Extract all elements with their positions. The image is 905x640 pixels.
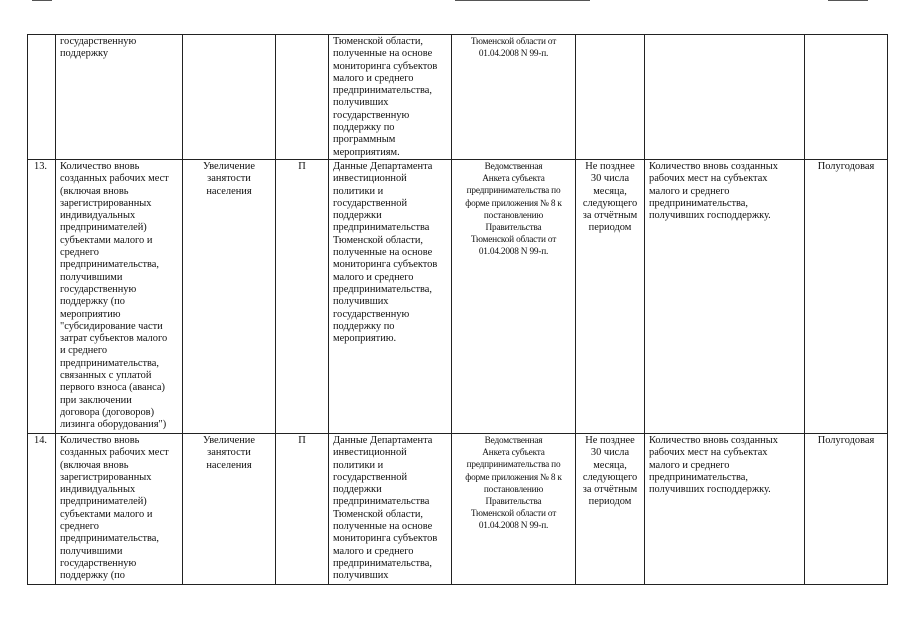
scan-edge-mark-mid [455, 0, 590, 1]
table-row [28, 35, 888, 160]
table-row [28, 160, 888, 434]
period-cell: Полугодовая [805, 160, 888, 434]
unit-cell: П [276, 160, 329, 434]
form-cell: Ведомственная Анкета субъекта предпринимательства по форме приложения № 8 к постановлению Правительства Тюменской области от 01.04.2008 N 99-п. [452, 434, 576, 585]
table-row [28, 434, 888, 585]
method-cell [645, 35, 805, 160]
row-number: 14. [28, 434, 56, 585]
method-cell: Количество вновь созданных рабочих мест на субъектах малого и среднего предпринимательства, получивших господдержку. [645, 160, 805, 434]
indicator-cell: Количество вновь созданных рабочих мест (включая вновь зарегистрированных индивидуальных предпринимателей) субъектами малого и среднего предпринимательства, получившими государственную поддержку (по [56, 434, 183, 585]
indicators-table [27, 34, 888, 585]
indicator-cell: Количество вновь созданных рабочих мест (включая вновь зарегистрированных индивидуальных предпринимателей) субъектами малого и среднего предпринимательства, получившими государственную поддержку (по мероприятию "субсидирование части затрат субъектов малого и среднего предпринимательства, связанных с уплатой первого взноса (аванса) при заключении договора (договоров) лизинга оборудования") [56, 160, 183, 434]
row-number: 13. [28, 160, 56, 434]
form-cell: Ведомственная Анкета субъекта предпринимательства по форме приложения № 8 к постановлению Правительства Тюменской области от 01.04.2008 N 99-п. [452, 160, 576, 434]
form-cell: Тюменской области от 01.04.2008 N 99-п. [452, 35, 576, 160]
unit-cell: П [276, 434, 329, 585]
row-number [28, 35, 56, 160]
deadline-cell: Не позднее 30 числа месяца, следующего за отчётным периодом [576, 434, 645, 585]
indicator-cell: государственную поддержку [56, 35, 183, 160]
scan-edge-mark-right [828, 0, 868, 1]
source-cell: Тюменской области, полученные на основе мониторинга субъектов малого и среднего предпринимательства, получивших государственную поддержку по программным мероприятиям. [329, 35, 452, 160]
period-cell: Полугодовая [805, 434, 888, 585]
goal-cell [183, 35, 276, 160]
goal-cell: Увеличение занятости населения [183, 160, 276, 434]
goal-cell: Увеличение занятости населения [183, 434, 276, 585]
period-cell [805, 35, 888, 160]
scan-edge-mark-left [32, 0, 52, 1]
deadline-cell: Не позднее 30 числа месяца, следующего за отчётным периодом [576, 160, 645, 434]
method-cell: Количество вновь созданных рабочих мест на субъектах малого и среднего предпринимательства, получивших господдержку. [645, 434, 805, 585]
source-cell: Данные Департамента инвестиционной политики и государственной поддержки предпринимательства Тюменской области, полученные на основе мониторинга субъектов малого и среднего предпринимательства, получивших государственную поддержку по мероприятию. [329, 160, 452, 434]
unit-cell [276, 35, 329, 160]
deadline-cell [576, 35, 645, 160]
source-cell: Данные Департамента инвестиционной политики и государственной поддержки предпринимательства Тюменской области, полученные на основе мониторинга субъектов малого и среднего предпринимательства, получивших [329, 434, 452, 585]
